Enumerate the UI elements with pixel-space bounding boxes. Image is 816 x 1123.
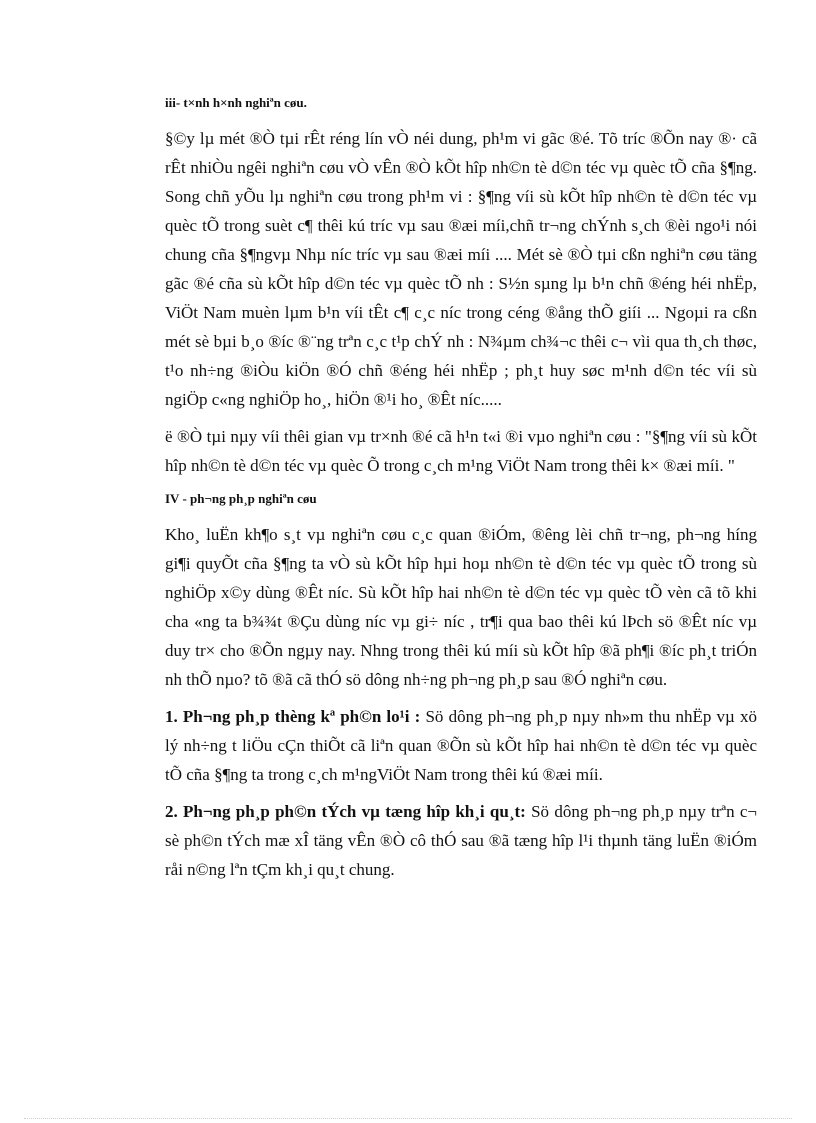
method-2-title: 2. Ph¬ng ph¸p ph©n tÝch vµ tæng hîp kh¸i qu¸t: <box>165 802 526 821</box>
page-bottom-divider <box>24 1118 792 1119</box>
section-iii-paragraph-2: ë ®Ò tµi nµy víi thêi gian vµ tr×nh ®é cã h¹n t«i ®i vµo nghiªn cøu : "§¶ng víi sù kÕt hîp nh©n tè d©n téc vµ quèc Õ trong c¸ch m¹ng ViÖt Nam trong thêi k× ®æi míi. " <box>165 427 757 475</box>
method-2-paragraph <box>165 797 757 884</box>
section-iv-heading: IV - ph¬ng ph¸p nghiªn cøu <box>165 491 317 506</box>
section-iv-paragraph-1: Kho¸ luËn kh¶o s¸t vµ nghiªn cøu c¸c quan ®iÓm, ®êng lèi chñ tr¬ng, ph¬ng híng gi¶i quyÕt cña §¶ng ta vÒ sù kÕt hîp hµi hoµ nh©n tè d©n téc vµ quèc tÕ trong sù nghiÖp x©y dùng ®Êt níc. Sù kÕt hîp hai nh©n tè d©n téc vµ quèc tÕ vèn cã tõ khi cha «ng ta b¾¾t ®Çu dùng níc vµ gi÷ níc , tr¶i qua bao thêi kú lÞch sö ®Êt níc vµ duy tr× cho ®Õn ngµy nay. Nhng trong thêi kú míi sù kÕt hîp ®ã ph¶i ®íc ph¸t triÓn nh thÕ nµo? tõ ®ã cã thÓ sö dông nh÷ng ph¬ng ph¸p sau ®Ó nghiªn cøu. <box>165 525 757 689</box>
section-iii-heading: iii- t×nh h×nh nghiªn cøu. <box>165 95 307 110</box>
method-1-title: 1. Ph¬ng ph¸p thèng kª ph©n lo¹i : <box>165 707 421 726</box>
method-2-text: Sö dông ph¬ng ph¸p nµy trªn c¬ sè ph©n tÝch mæ xÎ täng vÊn ®Ò cô thÓ sau ®ã tæng hîp l¹i thµnh täng luËn ®iÓm råi n©ng lªn tÇm kh¸i qu¸t chung. <box>165 802 757 879</box>
method-1-text: Sö dông ph¬ng ph¸p nµy nh»m thu nhËp vµ xö lý nh÷ng t liÖu cÇn thiÕt cã liªn quan ®Õn sù kÕt hîp hai nh©n tè d©n téc vµ quèc tÕ cña §¶ng ta trong c¸ch m¹ngViÖt Nam trong thêi kú ®æi míi. <box>165 707 757 784</box>
document-body <box>165 92 757 892</box>
method-1-paragraph <box>165 702 757 789</box>
section-iii-paragraph-1: §©y lµ mét ®Ò tµi rÊt réng lín vÒ néi dung, ph¹m vi gãc ®é. Tõ tríc ®Õn nay ®· cã rÊt nhiÒu ngêi nghiªn cøu vÒ vÊn ®Ò kÕt hîp nh©n tè d©n téc vµ quèc tÕ cña §¶ng. Song chñ yÕu lµ nghiªn cøu trong ph¹m vi : §¶ng víi sù kÕt hîp nh©n tè d©n téc vµ quèc tÕ trong suèt c¶ thêi kú tríc vµ sau ®æi míi,chñ tr¬ng chÝnh s¸ch ®èi ngo¹i nói chung cña §¶ngvµ Nhµ níc tríc vµ sau ®æi míi .... Mét sè ®Ò tµi cßn nghiªn cøu täng gãc ®é cña sù kÕt hîp d©n téc vµ quèc tÕ nh : S½n sµng lµ b¹n chñ ®éng héi nhËp, ViÖt Nam muèn lµm b¹n víi tÊt c¶ c¸c níc trong céng ®ång thÕ giíi ... Ngoµi ra cßn mét sè bµi b¸o ®íc ®¨ng trªn c¸c t¹p chÝ nh : N¾µm ch¾¬c thêi c¬ vìi qua th¸ch thøc, t¹o nh÷ng ®iÒu kiÖn ®Ó chñ ®éng héi nhËp ; ph¸t huy søc m¹nh d©n téc víi sù ngiÖp c«ng nghiÖp ho¸, hiÖn ®¹i ho¸ ®Êt níc..... <box>165 129 757 409</box>
